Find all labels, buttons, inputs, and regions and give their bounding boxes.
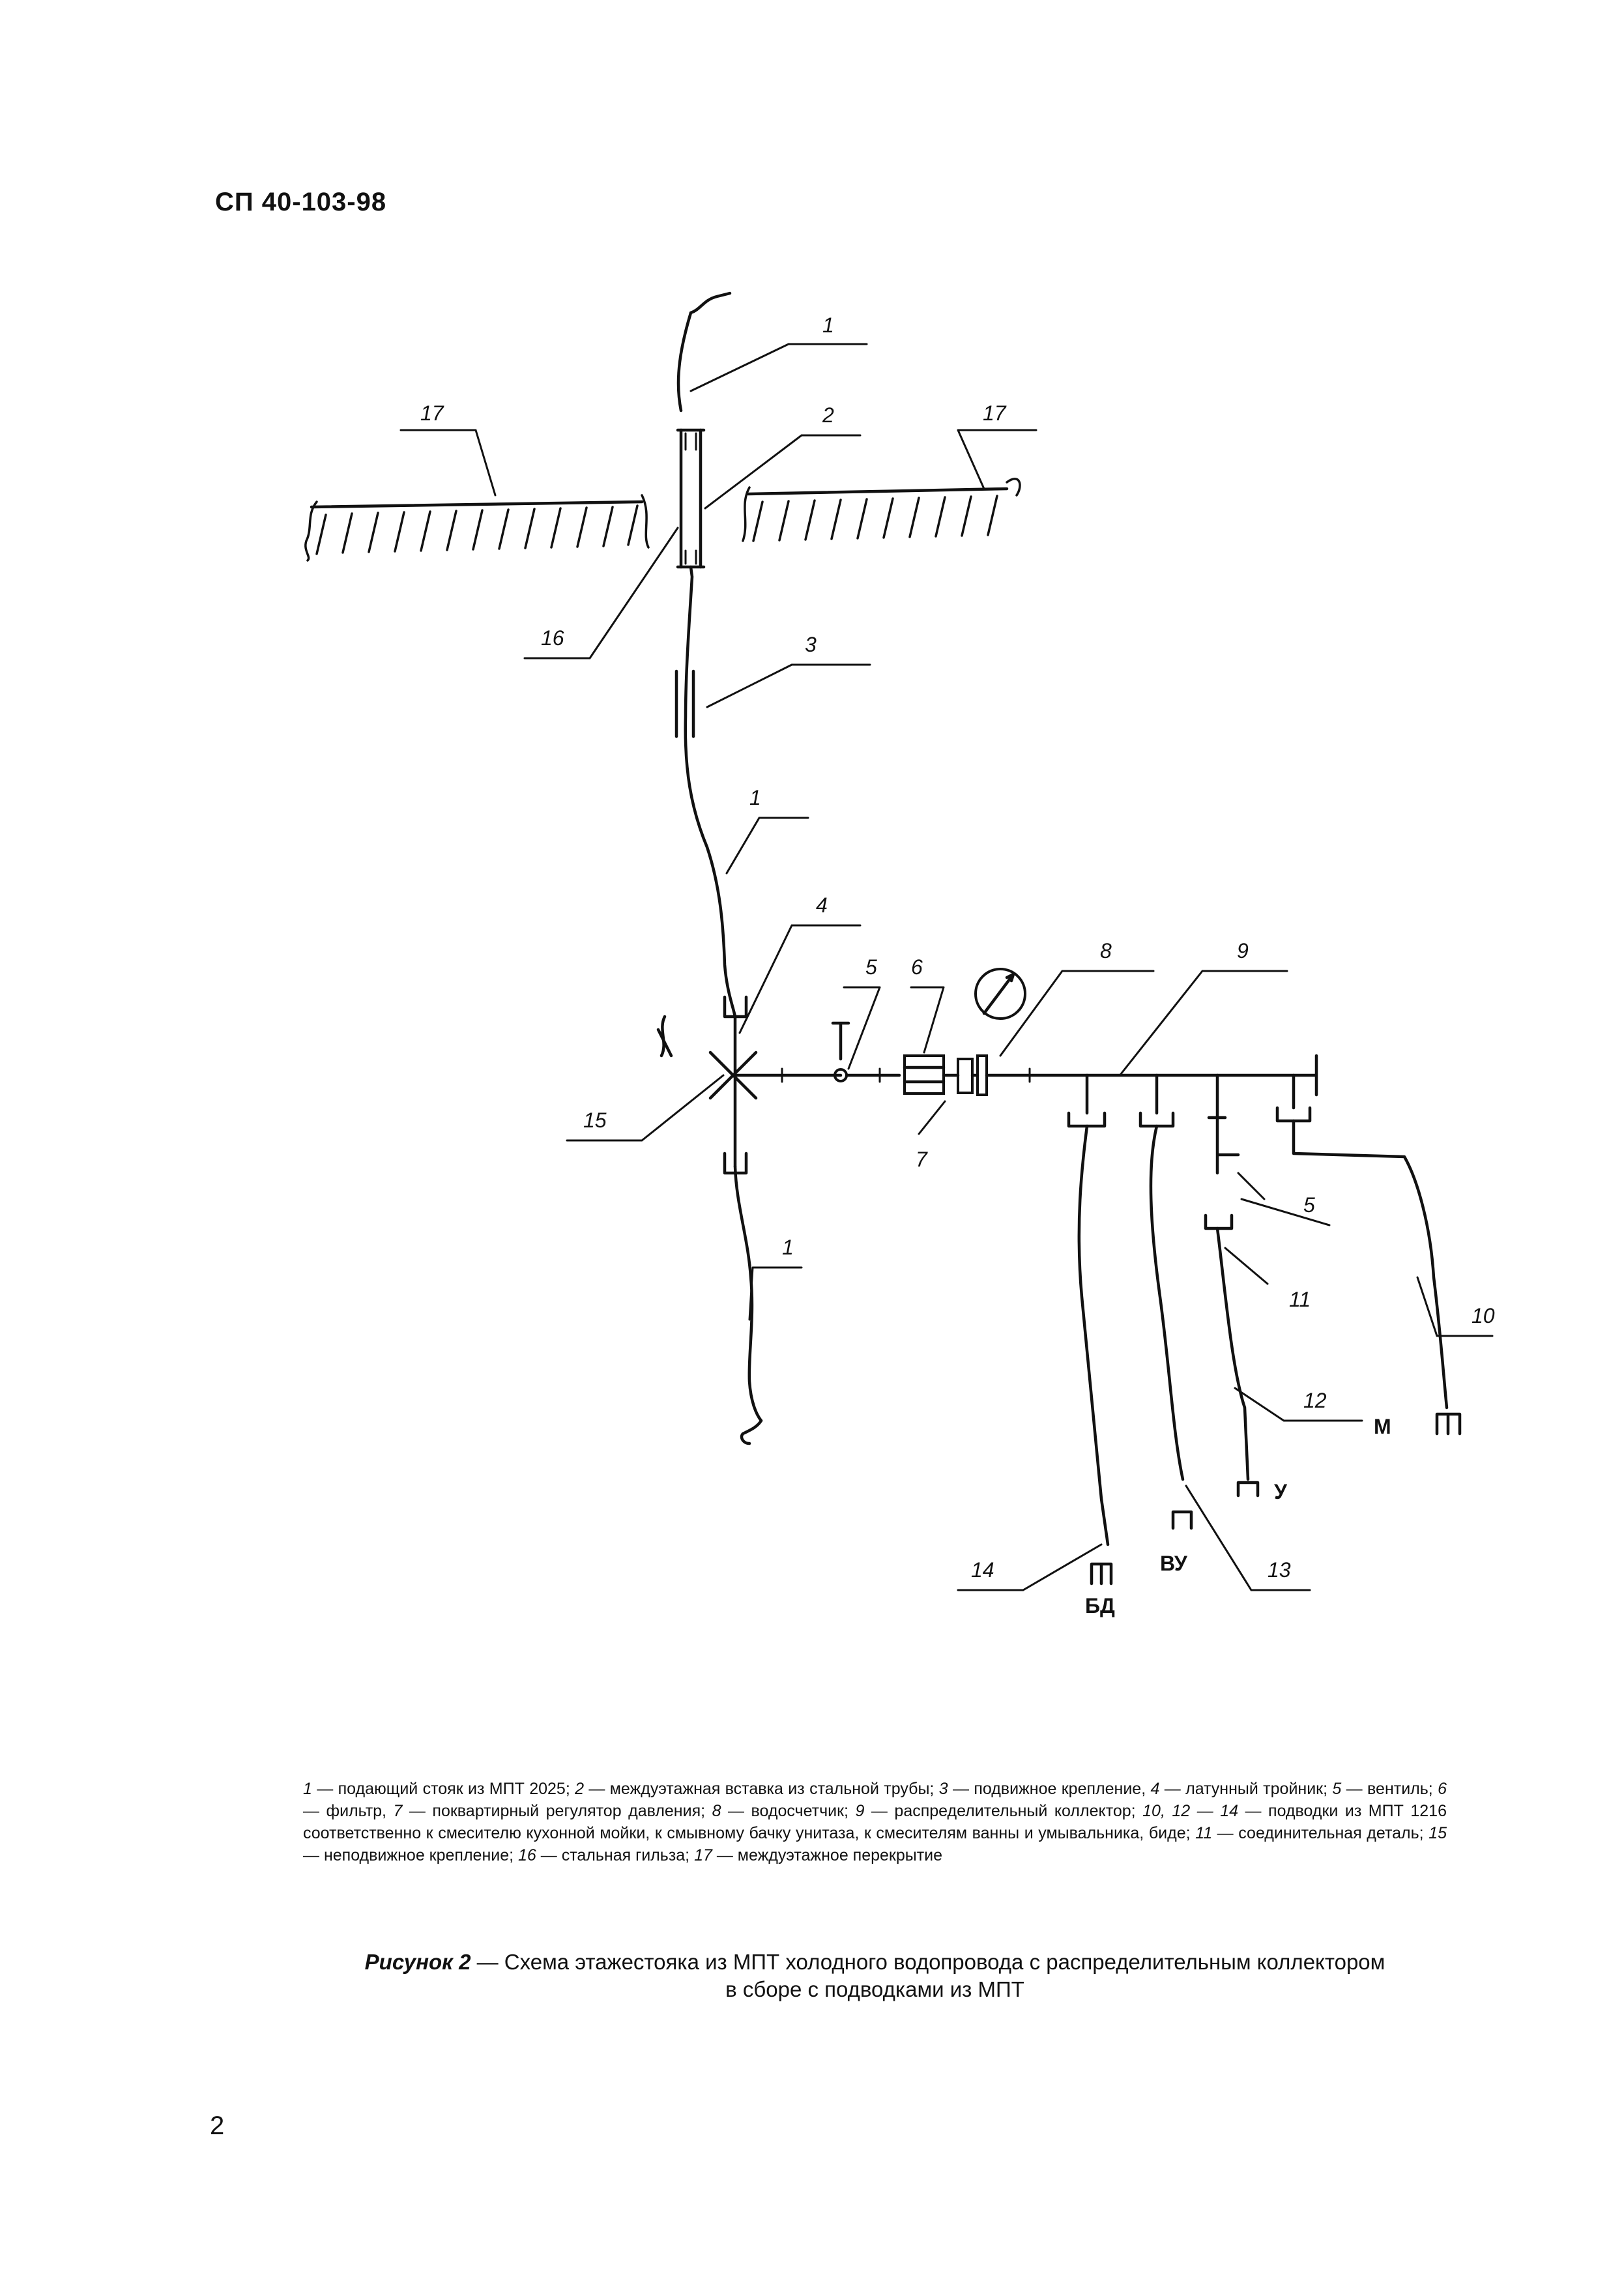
label-11: 11 bbox=[1289, 1288, 1311, 1311]
legend-text-15: — неподвижное крепление; bbox=[303, 1846, 519, 1864]
legend-text-7: — поквартирный регулятор давления; bbox=[402, 1802, 712, 1820]
legend-text-4: — латунный тройник; bbox=[1159, 1780, 1333, 1798]
distribution-line bbox=[735, 969, 1316, 1095]
figure-caption bbox=[303, 1949, 1447, 2003]
label-15: 15 bbox=[583, 1109, 607, 1132]
leader-lines bbox=[401, 344, 1492, 1590]
label-8: 8 bbox=[1100, 939, 1112, 963]
legend-text-1: — подающий стояк из МПТ 2025; bbox=[312, 1780, 575, 1798]
branch-13-bath-washbasin bbox=[1140, 1075, 1191, 1528]
legend-num-10: 10, 12 — 14 bbox=[1142, 1802, 1239, 1820]
legend-text-8: — водосчетчик; bbox=[721, 1802, 856, 1820]
label-1-top: 1 bbox=[822, 313, 834, 337]
legend-num-7: 7 bbox=[393, 1802, 403, 1820]
label-12: 12 bbox=[1303, 1389, 1327, 1412]
legend-text-6: — фильтр, bbox=[303, 1802, 394, 1820]
caption-line-2: в сборе с подводками из МПТ bbox=[725, 1977, 1024, 2001]
page-number: 2 bbox=[210, 2111, 225, 2140]
fixture-label-bd: БД bbox=[1085, 1594, 1115, 1617]
legend-num-6: 6 bbox=[1438, 1780, 1447, 1798]
label-5-left: 5 bbox=[865, 955, 877, 979]
label-10: 10 bbox=[1472, 1304, 1495, 1327]
label-14: 14 bbox=[971, 1558, 994, 1582]
label-13: 13 bbox=[1268, 1558, 1291, 1582]
legend-text-10: — подводки из МПТ 1216 соответственно к смесителю кухонной мойки, к смывному бачку унитаза, к смесителям ванны и умывальника, биде; bbox=[303, 1802, 1447, 1842]
legend-text-16: — стальная гильза; bbox=[536, 1846, 695, 1864]
legend-num-15: 15 bbox=[1428, 1824, 1447, 1842]
legend-num-9: 9 bbox=[855, 1802, 865, 1820]
label-2: 2 bbox=[822, 403, 834, 427]
label-5-right: 5 bbox=[1303, 1193, 1315, 1217]
fixture-label-u: У bbox=[1274, 1480, 1287, 1503]
fixture-label-vu: ВУ bbox=[1160, 1552, 1187, 1575]
legend-num-2: 2 bbox=[575, 1780, 585, 1798]
floor-slab-left bbox=[306, 495, 648, 560]
label-4: 4 bbox=[816, 893, 828, 917]
label-3: 3 bbox=[805, 633, 817, 656]
label-9: 9 bbox=[1237, 939, 1249, 963]
legend-text-17: — междуэтажное перекрытие bbox=[712, 1846, 943, 1864]
label-1-mid: 1 bbox=[749, 786, 761, 809]
legend-text-11: — соединительная деталь; bbox=[1212, 1824, 1429, 1842]
legend-num-1: 1 bbox=[303, 1780, 312, 1798]
caption-label: Рисунок 2 bbox=[364, 1950, 471, 1974]
legend-num-17: 17 bbox=[694, 1846, 712, 1864]
branch-14-bidet bbox=[1069, 1075, 1111, 1584]
legend-num-4: 4 bbox=[1150, 1780, 1160, 1798]
legend-num-8: 8 bbox=[712, 1802, 721, 1820]
figure-legend bbox=[303, 1778, 1447, 1866]
label-17-right: 17 bbox=[983, 401, 1006, 425]
legend-text-2: — междуэтажная вставка из стальной трубы; bbox=[584, 1780, 939, 1798]
legend-num-5: 5 bbox=[1332, 1780, 1342, 1798]
legend-num-16: 16 bbox=[518, 1846, 536, 1864]
floor-slab-right bbox=[743, 479, 1020, 541]
label-7: 7 bbox=[916, 1148, 927, 1171]
document-code-header: СП 40-103-98 bbox=[215, 188, 387, 216]
legend-text-5: — вентиль; bbox=[1341, 1780, 1438, 1798]
riser-pipe bbox=[676, 293, 761, 1443]
label-16: 16 bbox=[541, 626, 564, 650]
legend-text-3: — подвижное крепление, bbox=[948, 1780, 1151, 1798]
legend-text-9: — распределительный коллектор; bbox=[864, 1802, 1143, 1820]
legend-num-11: 11 bbox=[1195, 1824, 1213, 1842]
label-17-left: 17 bbox=[420, 401, 444, 425]
label-6: 6 bbox=[911, 955, 923, 979]
branch-10-kitchen bbox=[1277, 1075, 1460, 1434]
branch-12-toilet bbox=[1206, 1075, 1258, 1496]
label-1-bottom: 1 bbox=[782, 1236, 794, 1259]
caption-line-1: — Схема этажестояка из МПТ холодного водопровода с распределительным коллектором bbox=[471, 1950, 1385, 1974]
fixture-label-m: М bbox=[1374, 1415, 1391, 1438]
legend-num-3: 3 bbox=[938, 1780, 948, 1798]
